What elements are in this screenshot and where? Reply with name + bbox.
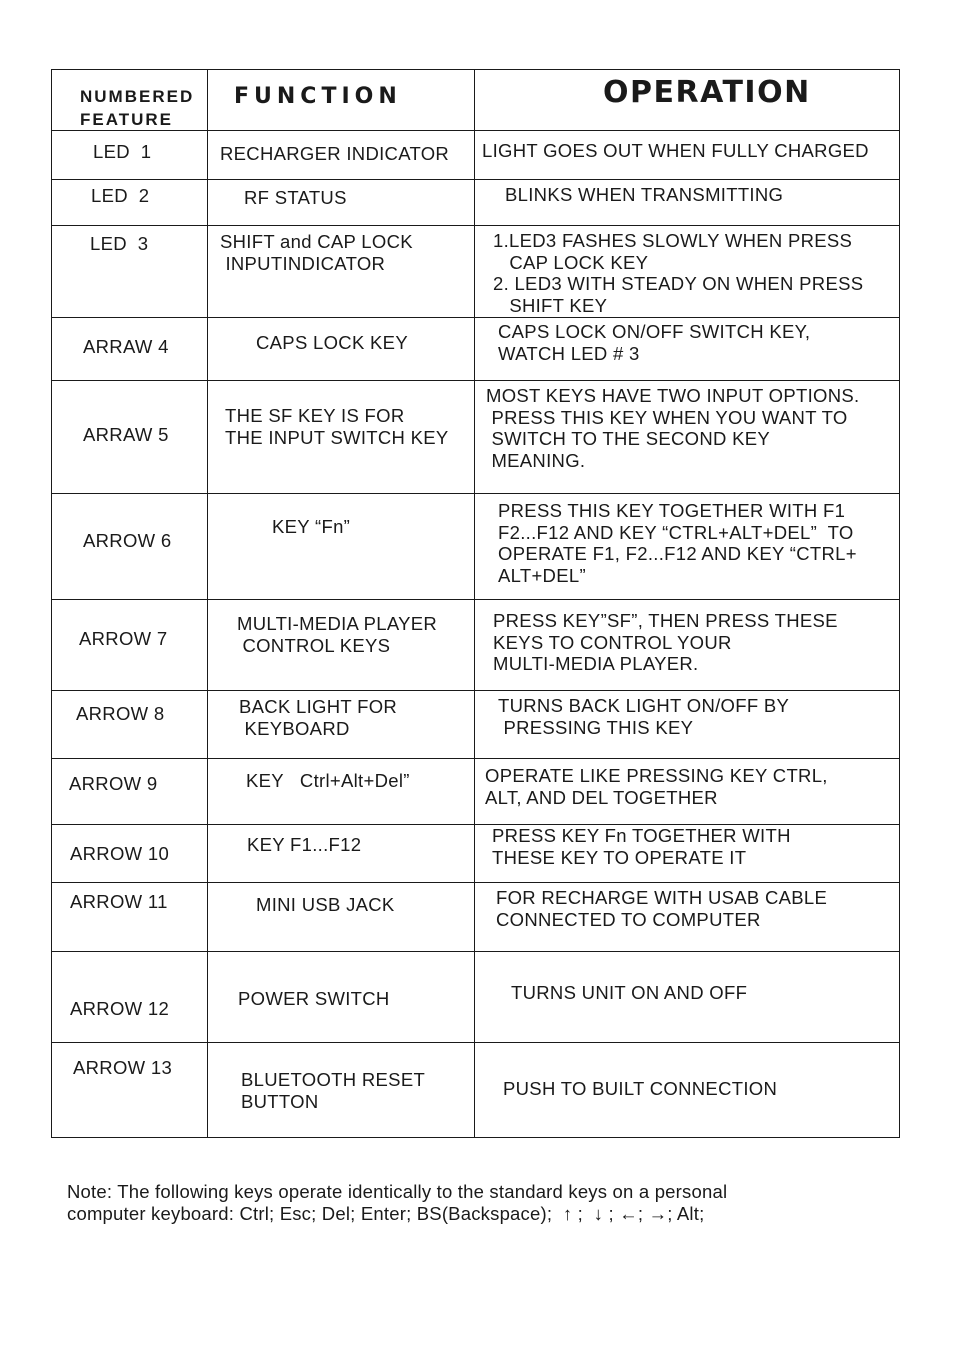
feature-cell <box>52 494 208 600</box>
feature-text: LED 1 <box>93 141 152 162</box>
feature-cell <box>52 691 208 759</box>
function-cell <box>208 318 475 381</box>
function-text: THE SF KEY IS FOR THE INPUT SWITCH KEY <box>225 405 449 448</box>
feature-text: ARRAW 5 <box>83 424 169 445</box>
feature-text: ARROW 13 <box>73 1057 173 1078</box>
table-row <box>52 318 900 381</box>
table-row <box>52 226 900 318</box>
function-text: BACK LIGHT FOR KEYBOARD <box>239 696 398 739</box>
feature-text: ARROW 9 <box>69 773 158 794</box>
operation-cell <box>475 494 900 600</box>
header-numbered-feature: NUMBERED FEATURE <box>80 87 195 129</box>
table-header-row <box>52 70 900 131</box>
function-text: RECHARGER INDICATOR <box>220 143 450 164</box>
function-cell <box>208 381 475 494</box>
operation-text: TURNS BACK LIGHT ON/OFF BY PRESSING THIS KEY <box>498 695 790 738</box>
feature-cell <box>52 825 208 883</box>
feature-cell <box>52 600 208 691</box>
operation-cell <box>475 825 900 883</box>
table-row <box>52 883 900 952</box>
feature-text: ARROW 6 <box>83 530 172 551</box>
feature-cell <box>52 381 208 494</box>
table-row <box>52 600 900 691</box>
function-cell <box>208 600 475 691</box>
function-text: MULTI-MEDIA PLAYER CONTROL KEYS <box>237 613 438 656</box>
feature-text: ARROW 11 <box>70 891 168 912</box>
operation-text: LIGHT GOES OUT WHEN FULLY CHARGED <box>482 140 869 161</box>
feature-cell <box>52 1043 208 1138</box>
function-cell <box>208 180 475 226</box>
operation-cell <box>475 381 900 494</box>
table-row <box>52 381 900 494</box>
function-cell <box>208 883 475 952</box>
table-row <box>52 494 900 600</box>
feature-cell <box>52 883 208 952</box>
operation-cell <box>475 1043 900 1138</box>
operation-text: CAPS LOCK ON/OFF SWITCH KEY, WATCH LED # 3 <box>498 321 811 364</box>
operation-text: PRESS THIS KEY TOGETHER WITH F1 F2...F12 AND KEY “CTRL+ALT+DEL” TO OPERATE F1, F2...F12 AND KEY “CTRL+ ALT+DEL” <box>498 500 857 586</box>
operation-cell <box>475 952 900 1043</box>
function-text: MINI USB JACK <box>256 894 395 915</box>
feature-text: ARROW 8 <box>76 703 165 724</box>
function-cell <box>208 691 475 759</box>
note-text: Note: The following keys operate identically to the standard keys on a personal computer keyboard: Ctrl; Esc; Del; Enter; BS(Backspace); ↑ ; ↓ ; ←; →; Alt; <box>67 1181 728 1224</box>
operation-text: FOR RECHARGE WITH USAB CABLE CONNECTED TO COMPUTER <box>496 887 828 930</box>
function-text: BLUETOOTH RESET BUTTON <box>241 1069 426 1112</box>
function-text: CAPS LOCK KEY <box>256 332 408 353</box>
header-function-cell <box>208 70 475 131</box>
feature-cell <box>52 131 208 180</box>
header-function: FUNCTION <box>234 84 402 109</box>
operation-cell <box>475 600 900 691</box>
table-row <box>52 1043 900 1138</box>
function-cell <box>208 494 475 600</box>
operation-text: PUSH TO BUILT CONNECTION <box>503 1078 778 1099</box>
operation-text: 1.LED3 FASHES SLOWLY WHEN PRESS CAP LOCK KEY 2. LED3 WITH STEADY ON WHEN PRESS SHIFT KEY <box>493 230 864 316</box>
function-cell <box>208 131 475 180</box>
operation-text: OPERATE LIKE PRESSING KEY CTRL, ALT, AND DEL TOGETHER <box>485 765 828 808</box>
table-row <box>52 131 900 180</box>
table-row <box>52 825 900 883</box>
table-row <box>52 952 900 1043</box>
operation-text: MOST KEYS HAVE TWO INPUT OPTIONS. PRESS THIS KEY WHEN YOU WANT TO SWITCH TO THE SECOND KEY MEANING. <box>486 385 860 471</box>
feature-cell <box>52 759 208 825</box>
function-cell <box>208 759 475 825</box>
function-cell <box>208 1043 475 1138</box>
operation-cell <box>475 318 900 381</box>
feature-table <box>51 69 900 1138</box>
feature-cell <box>52 318 208 381</box>
feature-cell <box>52 226 208 318</box>
function-text: KEY “Fn” <box>272 516 351 537</box>
feature-text: LED 3 <box>90 233 149 254</box>
function-cell <box>208 226 475 318</box>
feature-text: ARROW 7 <box>79 628 168 649</box>
feature-text: ARRAW 4 <box>83 336 169 357</box>
function-text: RF STATUS <box>244 187 347 208</box>
table-row <box>52 180 900 226</box>
operation-cell <box>475 883 900 952</box>
operation-cell <box>475 226 900 318</box>
table-row <box>52 759 900 825</box>
header-operation-cell <box>475 70 900 131</box>
operation-cell <box>475 759 900 825</box>
function-cell <box>208 952 475 1043</box>
function-text: KEY Ctrl+Alt+Del” <box>246 770 410 791</box>
operation-cell <box>475 131 900 180</box>
table-row <box>52 691 900 759</box>
header-operation: OPERATION <box>603 75 811 110</box>
operation-text: PRESS KEY”SF”, THEN PRESS THESE KEYS TO CONTROL YOUR MULTI-MEDIA PLAYER. <box>493 610 838 674</box>
feature-text: ARROW 10 <box>70 843 170 864</box>
operation-text: BLINKS WHEN TRANSMITTING <box>505 184 784 205</box>
function-text: POWER SWITCH <box>238 988 390 1009</box>
feature-cell <box>52 952 208 1043</box>
header-feature-cell <box>52 70 208 131</box>
feature-text: ARROW 12 <box>70 998 170 1019</box>
operation-text: PRESS KEY Fn TOGETHER WITH THESE KEY TO OPERATE IT <box>492 825 791 868</box>
operation-cell <box>475 691 900 759</box>
feature-text: LED 2 <box>91 185 150 206</box>
operation-cell <box>475 180 900 226</box>
feature-cell <box>52 180 208 226</box>
operation-text: TURNS UNIT ON AND OFF <box>511 982 748 1003</box>
function-cell <box>208 825 475 883</box>
function-text: KEY F1...F12 <box>247 834 362 855</box>
function-text: SHIFT and CAP LOCK INPUTINDICATOR <box>220 231 413 274</box>
